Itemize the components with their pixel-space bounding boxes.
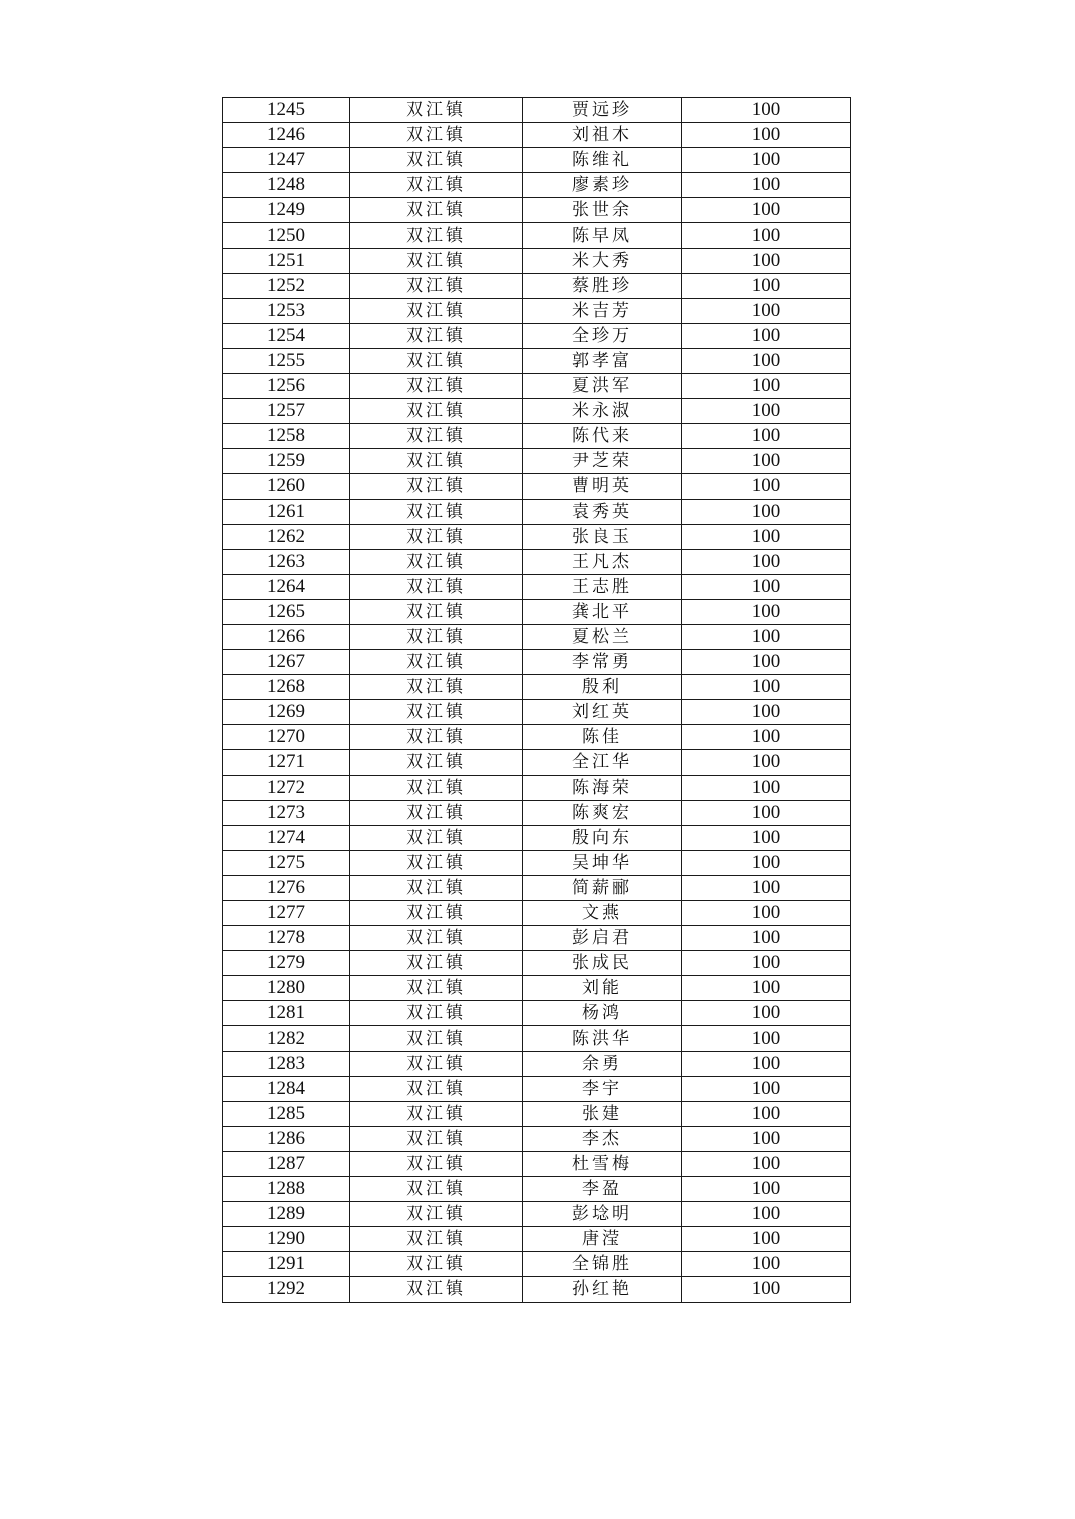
row-number-cell: 1284 bbox=[223, 1076, 350, 1101]
row-number-cell: 1269 bbox=[223, 700, 350, 725]
table-row bbox=[223, 599, 851, 624]
town-cell: 双江镇 bbox=[350, 1001, 523, 1026]
person-name-cell: 陈代来 bbox=[523, 424, 682, 449]
row-number-cell: 1262 bbox=[223, 524, 350, 549]
table-row bbox=[223, 348, 851, 373]
person-name-cell: 李盈 bbox=[523, 1177, 682, 1202]
person-name-cell: 李常勇 bbox=[523, 650, 682, 675]
row-number-cell: 1259 bbox=[223, 449, 350, 474]
row-number-cell: 1254 bbox=[223, 323, 350, 348]
amount-cell: 100 bbox=[682, 1126, 851, 1151]
person-name-cell: 张世余 bbox=[523, 198, 682, 223]
row-number-cell: 1256 bbox=[223, 374, 350, 399]
table-row bbox=[223, 323, 851, 348]
row-number-cell: 1270 bbox=[223, 725, 350, 750]
amount-cell: 100 bbox=[682, 1151, 851, 1176]
person-name-cell: 刘祖木 bbox=[523, 123, 682, 148]
person-name-cell: 袁秀英 bbox=[523, 499, 682, 524]
table-row bbox=[223, 1001, 851, 1026]
town-cell: 双江镇 bbox=[350, 123, 523, 148]
table-row bbox=[223, 624, 851, 649]
amount-cell: 100 bbox=[682, 399, 851, 424]
amount-cell: 100 bbox=[682, 474, 851, 499]
roster-table-body bbox=[223, 98, 851, 1303]
amount-cell: 100 bbox=[682, 599, 851, 624]
row-number-cell: 1264 bbox=[223, 574, 350, 599]
amount-cell: 100 bbox=[682, 198, 851, 223]
amount-cell: 100 bbox=[682, 223, 851, 248]
row-number-cell: 1249 bbox=[223, 198, 350, 223]
row-number-cell: 1248 bbox=[223, 173, 350, 198]
town-cell: 双江镇 bbox=[350, 98, 523, 123]
person-name-cell: 彭埝明 bbox=[523, 1202, 682, 1227]
table-row bbox=[223, 1076, 851, 1101]
person-name-cell: 杨鸿 bbox=[523, 1001, 682, 1026]
amount-cell: 100 bbox=[682, 825, 851, 850]
amount-cell: 100 bbox=[682, 1227, 851, 1252]
town-cell: 双江镇 bbox=[350, 474, 523, 499]
row-number-cell: 1286 bbox=[223, 1126, 350, 1151]
row-number-cell: 1258 bbox=[223, 424, 350, 449]
town-cell: 双江镇 bbox=[350, 574, 523, 599]
town-cell: 双江镇 bbox=[350, 1076, 523, 1101]
roster-table bbox=[222, 97, 851, 1303]
town-cell: 双江镇 bbox=[350, 1202, 523, 1227]
row-number-cell: 1291 bbox=[223, 1252, 350, 1277]
row-number-cell: 1257 bbox=[223, 399, 350, 424]
person-name-cell: 贾远珍 bbox=[523, 98, 682, 123]
person-name-cell: 夏松兰 bbox=[523, 624, 682, 649]
town-cell: 双江镇 bbox=[350, 348, 523, 373]
amount-cell: 100 bbox=[682, 1001, 851, 1026]
table-row bbox=[223, 98, 851, 123]
row-number-cell: 1278 bbox=[223, 926, 350, 951]
table-row bbox=[223, 248, 851, 273]
table-row bbox=[223, 1202, 851, 1227]
table-row bbox=[223, 775, 851, 800]
row-number-cell: 1292 bbox=[223, 1277, 350, 1302]
person-name-cell: 王志胜 bbox=[523, 574, 682, 599]
row-number-cell: 1261 bbox=[223, 499, 350, 524]
table-row bbox=[223, 675, 851, 700]
table-row bbox=[223, 1252, 851, 1277]
row-number-cell: 1271 bbox=[223, 750, 350, 775]
table-row bbox=[223, 499, 851, 524]
amount-cell: 100 bbox=[682, 750, 851, 775]
person-name-cell: 殷利 bbox=[523, 675, 682, 700]
row-number-cell: 1287 bbox=[223, 1151, 350, 1176]
table-row bbox=[223, 1277, 851, 1302]
amount-cell: 100 bbox=[682, 298, 851, 323]
table-row bbox=[223, 449, 851, 474]
town-cell: 双江镇 bbox=[350, 976, 523, 1001]
amount-cell: 100 bbox=[682, 976, 851, 1001]
row-number-cell: 1275 bbox=[223, 850, 350, 875]
person-name-cell: 全江华 bbox=[523, 750, 682, 775]
town-cell: 双江镇 bbox=[350, 1026, 523, 1051]
table-row bbox=[223, 800, 851, 825]
town-cell: 双江镇 bbox=[350, 173, 523, 198]
row-number-cell: 1290 bbox=[223, 1227, 350, 1252]
amount-cell: 100 bbox=[682, 1202, 851, 1227]
row-number-cell: 1263 bbox=[223, 549, 350, 574]
amount-cell: 100 bbox=[682, 875, 851, 900]
town-cell: 双江镇 bbox=[350, 273, 523, 298]
table-row bbox=[223, 173, 851, 198]
row-number-cell: 1273 bbox=[223, 800, 350, 825]
town-cell: 双江镇 bbox=[350, 775, 523, 800]
table-row bbox=[223, 374, 851, 399]
amount-cell: 100 bbox=[682, 725, 851, 750]
amount-cell: 100 bbox=[682, 173, 851, 198]
amount-cell: 100 bbox=[682, 1101, 851, 1126]
row-number-cell: 1266 bbox=[223, 624, 350, 649]
amount-cell: 100 bbox=[682, 148, 851, 173]
amount-cell: 100 bbox=[682, 624, 851, 649]
table-row bbox=[223, 825, 851, 850]
amount-cell: 100 bbox=[682, 248, 851, 273]
table-row bbox=[223, 198, 851, 223]
table-row bbox=[223, 424, 851, 449]
person-name-cell: 刘红英 bbox=[523, 700, 682, 725]
town-cell: 双江镇 bbox=[350, 549, 523, 574]
table-row bbox=[223, 1227, 851, 1252]
table-row bbox=[223, 725, 851, 750]
town-cell: 双江镇 bbox=[350, 374, 523, 399]
amount-cell: 100 bbox=[682, 1076, 851, 1101]
table-row bbox=[223, 273, 851, 298]
row-number-cell: 1268 bbox=[223, 675, 350, 700]
amount-cell: 100 bbox=[682, 323, 851, 348]
town-cell: 双江镇 bbox=[350, 298, 523, 323]
person-name-cell: 陈爽宏 bbox=[523, 800, 682, 825]
person-name-cell: 尹芝荣 bbox=[523, 449, 682, 474]
amount-cell: 100 bbox=[682, 700, 851, 725]
person-name-cell: 张良玉 bbox=[523, 524, 682, 549]
person-name-cell: 李杰 bbox=[523, 1126, 682, 1151]
row-number-cell: 1260 bbox=[223, 474, 350, 499]
amount-cell: 100 bbox=[682, 850, 851, 875]
town-cell: 双江镇 bbox=[350, 1227, 523, 1252]
amount-cell: 100 bbox=[682, 1252, 851, 1277]
row-number-cell: 1251 bbox=[223, 248, 350, 273]
row-number-cell: 1279 bbox=[223, 951, 350, 976]
town-cell: 双江镇 bbox=[350, 323, 523, 348]
person-name-cell: 陈维礼 bbox=[523, 148, 682, 173]
table-row bbox=[223, 976, 851, 1001]
row-number-cell: 1289 bbox=[223, 1202, 350, 1227]
person-name-cell: 张成民 bbox=[523, 951, 682, 976]
person-name-cell: 郭孝富 bbox=[523, 348, 682, 373]
table-row bbox=[223, 223, 851, 248]
amount-cell: 100 bbox=[682, 926, 851, 951]
person-name-cell: 唐滢 bbox=[523, 1227, 682, 1252]
person-name-cell: 全珍万 bbox=[523, 323, 682, 348]
amount-cell: 100 bbox=[682, 675, 851, 700]
town-cell: 双江镇 bbox=[350, 624, 523, 649]
row-number-cell: 1277 bbox=[223, 901, 350, 926]
table-row bbox=[223, 1051, 851, 1076]
town-cell: 双江镇 bbox=[350, 223, 523, 248]
town-cell: 双江镇 bbox=[350, 248, 523, 273]
person-name-cell: 陈洪华 bbox=[523, 1026, 682, 1051]
table-row bbox=[223, 1177, 851, 1202]
person-name-cell: 全锦胜 bbox=[523, 1252, 682, 1277]
person-name-cell: 杜雪梅 bbox=[523, 1151, 682, 1176]
person-name-cell: 文燕 bbox=[523, 901, 682, 926]
amount-cell: 100 bbox=[682, 273, 851, 298]
amount-cell: 100 bbox=[682, 98, 851, 123]
table-row bbox=[223, 549, 851, 574]
table-row bbox=[223, 1026, 851, 1051]
amount-cell: 100 bbox=[682, 901, 851, 926]
amount-cell: 100 bbox=[682, 549, 851, 574]
amount-cell: 100 bbox=[682, 424, 851, 449]
person-name-cell: 米永淑 bbox=[523, 399, 682, 424]
amount-cell: 100 bbox=[682, 1177, 851, 1202]
row-number-cell: 1276 bbox=[223, 875, 350, 900]
table-row bbox=[223, 298, 851, 323]
town-cell: 双江镇 bbox=[350, 650, 523, 675]
town-cell: 双江镇 bbox=[350, 850, 523, 875]
amount-cell: 100 bbox=[682, 800, 851, 825]
town-cell: 双江镇 bbox=[350, 524, 523, 549]
table-row bbox=[223, 951, 851, 976]
table-row bbox=[223, 650, 851, 675]
person-name-cell: 蔡胜珍 bbox=[523, 273, 682, 298]
table-row bbox=[223, 524, 851, 549]
table-row bbox=[223, 1101, 851, 1126]
table-row bbox=[223, 750, 851, 775]
row-number-cell: 1280 bbox=[223, 976, 350, 1001]
row-number-cell: 1283 bbox=[223, 1051, 350, 1076]
town-cell: 双江镇 bbox=[350, 825, 523, 850]
person-name-cell: 陈早凤 bbox=[523, 223, 682, 248]
person-name-cell: 彭启君 bbox=[523, 926, 682, 951]
row-number-cell: 1253 bbox=[223, 298, 350, 323]
table-row bbox=[223, 399, 851, 424]
amount-cell: 100 bbox=[682, 951, 851, 976]
town-cell: 双江镇 bbox=[350, 148, 523, 173]
town-cell: 双江镇 bbox=[350, 499, 523, 524]
amount-cell: 100 bbox=[682, 1277, 851, 1302]
row-number-cell: 1267 bbox=[223, 650, 350, 675]
town-cell: 双江镇 bbox=[350, 198, 523, 223]
town-cell: 双江镇 bbox=[350, 750, 523, 775]
table-row bbox=[223, 1151, 851, 1176]
table-row bbox=[223, 1126, 851, 1151]
town-cell: 双江镇 bbox=[350, 1126, 523, 1151]
person-name-cell: 张建 bbox=[523, 1101, 682, 1126]
person-name-cell: 吴坤华 bbox=[523, 850, 682, 875]
town-cell: 双江镇 bbox=[350, 1151, 523, 1176]
amount-cell: 100 bbox=[682, 348, 851, 373]
row-number-cell: 1246 bbox=[223, 123, 350, 148]
row-number-cell: 1288 bbox=[223, 1177, 350, 1202]
row-number-cell: 1274 bbox=[223, 825, 350, 850]
town-cell: 双江镇 bbox=[350, 449, 523, 474]
amount-cell: 100 bbox=[682, 123, 851, 148]
town-cell: 双江镇 bbox=[350, 1051, 523, 1076]
amount-cell: 100 bbox=[682, 650, 851, 675]
amount-cell: 100 bbox=[682, 1026, 851, 1051]
person-name-cell: 陈佳 bbox=[523, 725, 682, 750]
row-number-cell: 1245 bbox=[223, 98, 350, 123]
person-name-cell: 米大秀 bbox=[523, 248, 682, 273]
person-name-cell: 夏洪军 bbox=[523, 374, 682, 399]
row-number-cell: 1285 bbox=[223, 1101, 350, 1126]
person-name-cell: 陈海荣 bbox=[523, 775, 682, 800]
amount-cell: 100 bbox=[682, 775, 851, 800]
amount-cell: 100 bbox=[682, 574, 851, 599]
amount-cell: 100 bbox=[682, 449, 851, 474]
row-number-cell: 1282 bbox=[223, 1026, 350, 1051]
table-row bbox=[223, 148, 851, 173]
person-name-cell: 余勇 bbox=[523, 1051, 682, 1076]
table-row bbox=[223, 850, 851, 875]
person-name-cell: 孙红艳 bbox=[523, 1277, 682, 1302]
row-number-cell: 1255 bbox=[223, 348, 350, 373]
town-cell: 双江镇 bbox=[350, 725, 523, 750]
person-name-cell: 廖素珍 bbox=[523, 173, 682, 198]
amount-cell: 100 bbox=[682, 374, 851, 399]
person-name-cell: 王凡杰 bbox=[523, 549, 682, 574]
person-name-cell: 殷向东 bbox=[523, 825, 682, 850]
town-cell: 双江镇 bbox=[350, 700, 523, 725]
person-name-cell: 曹明英 bbox=[523, 474, 682, 499]
town-cell: 双江镇 bbox=[350, 1101, 523, 1126]
town-cell: 双江镇 bbox=[350, 926, 523, 951]
table-row bbox=[223, 875, 851, 900]
town-cell: 双江镇 bbox=[350, 1252, 523, 1277]
town-cell: 双江镇 bbox=[350, 675, 523, 700]
table-row bbox=[223, 926, 851, 951]
town-cell: 双江镇 bbox=[350, 875, 523, 900]
table-row bbox=[223, 474, 851, 499]
person-name-cell: 米吉芳 bbox=[523, 298, 682, 323]
amount-cell: 100 bbox=[682, 524, 851, 549]
person-name-cell: 李宇 bbox=[523, 1076, 682, 1101]
row-number-cell: 1250 bbox=[223, 223, 350, 248]
town-cell: 双江镇 bbox=[350, 1277, 523, 1302]
row-number-cell: 1281 bbox=[223, 1001, 350, 1026]
row-number-cell: 1265 bbox=[223, 599, 350, 624]
town-cell: 双江镇 bbox=[350, 951, 523, 976]
town-cell: 双江镇 bbox=[350, 1177, 523, 1202]
person-name-cell: 简薪郦 bbox=[523, 875, 682, 900]
table-row bbox=[223, 574, 851, 599]
amount-cell: 100 bbox=[682, 499, 851, 524]
amount-cell: 100 bbox=[682, 1051, 851, 1076]
row-number-cell: 1272 bbox=[223, 775, 350, 800]
town-cell: 双江镇 bbox=[350, 399, 523, 424]
table-row bbox=[223, 123, 851, 148]
person-name-cell: 龚北平 bbox=[523, 599, 682, 624]
town-cell: 双江镇 bbox=[350, 424, 523, 449]
row-number-cell: 1247 bbox=[223, 148, 350, 173]
table-row bbox=[223, 901, 851, 926]
table-row bbox=[223, 700, 851, 725]
town-cell: 双江镇 bbox=[350, 599, 523, 624]
row-number-cell: 1252 bbox=[223, 273, 350, 298]
town-cell: 双江镇 bbox=[350, 901, 523, 926]
person-name-cell: 刘能 bbox=[523, 976, 682, 1001]
town-cell: 双江镇 bbox=[350, 800, 523, 825]
